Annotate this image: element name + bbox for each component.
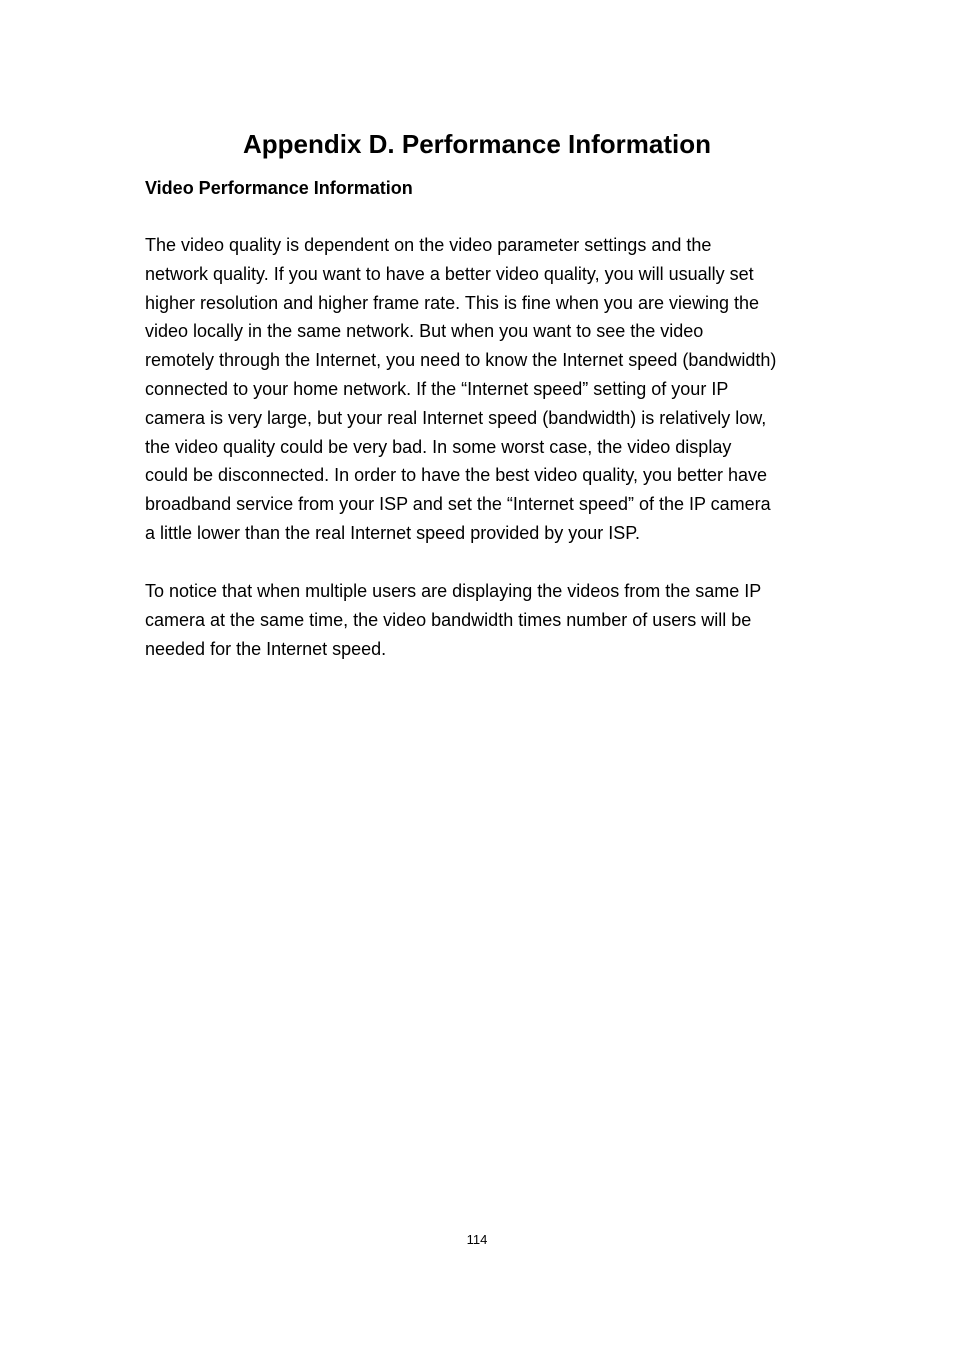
text-line: camera is very large, but your real Internet speed (bandwidth) is relatively low, xyxy=(145,407,767,428)
text-line: The video quality is dependent on the video parameter settings and the xyxy=(145,235,712,255)
text-line: a little lower than the real Internet speed provided by your ISP. xyxy=(145,522,640,543)
text-line: remotely through the Internet, you need to know the Internet speed (bandwidth) xyxy=(145,350,777,371)
text-line: network quality. If you want to have a better video quality, you will usually set xyxy=(145,263,754,284)
text-line: the video quality could be very bad. In some worst case, the video display xyxy=(145,436,732,457)
paragraph-multiple-users xyxy=(145,577,825,663)
text-line: To notice that when multiple users are displaying the videos from the same IP xyxy=(145,581,762,601)
text-line: higher resolution and higher frame rate. This is fine when you are viewing the xyxy=(145,292,760,313)
text-line: video locally in the same network. But when you want to see the video xyxy=(145,321,704,342)
section-heading: Video Performance Information xyxy=(145,178,413,198)
page-title: Appendix D. Performance Information xyxy=(242,129,712,159)
text-line: needed for the Internet speed. xyxy=(145,638,387,659)
paragraph-video-quality xyxy=(145,231,825,548)
page-number: 114 xyxy=(466,1232,488,1247)
text-line: connected to your home network. If the “Internet speed” setting of your IP xyxy=(145,378,729,399)
text-line: broadband service from your ISP and set the “Internet speed” of the IP camera xyxy=(145,494,771,515)
text-line: camera at the same time, the video bandwidth times number of users will be xyxy=(145,609,752,630)
text-line: could be disconnected. In order to have the best video quality, you better have xyxy=(145,465,768,486)
